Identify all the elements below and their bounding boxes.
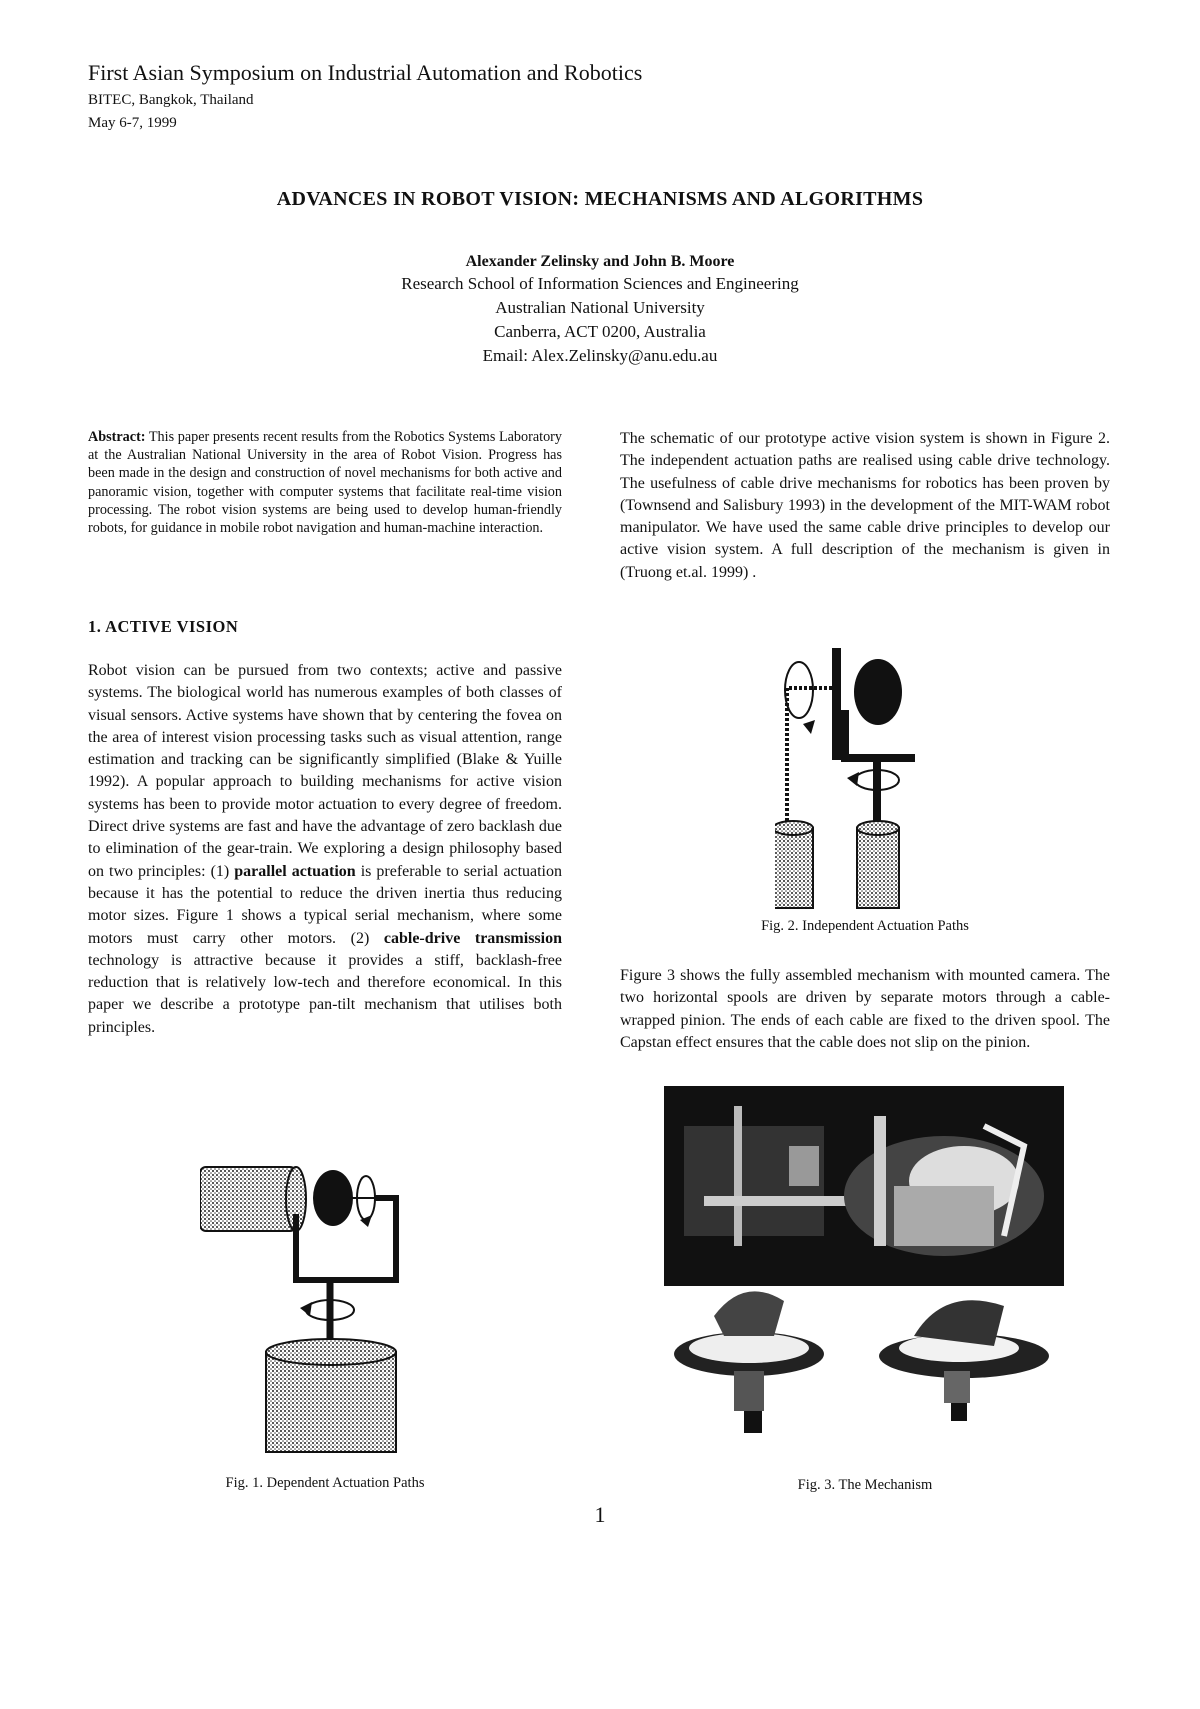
motor-cylinder-right [857, 828, 899, 908]
abstract [88, 428, 562, 537]
affiliation-school: Research School of Information Sciences and Engineering [401, 274, 799, 293]
motor-cylinder-vertical [266, 1352, 396, 1452]
body-text-1: Robot vision can be pursued from two contexts; active and passive systems. The biological world has numerous examples of both classes of visual sensors. Active systems have shown that by centering the fovea on the area of interest vision processing tasks such as visual attention, range estimation and tracking can be significantly simplified (Blake & Yuille 1992). A popular approach to building mechanisms for active vision systems has been to provide motor actuation to every degree of freedom. Direct drive systems are fast and have the advantage of zero backlash due to elimination of the gear-train. We exploring a design philosophy based on two principles: (1) [88, 662, 562, 880]
body-bold-1: parallel actuation [234, 862, 356, 880]
paper-authors: Alexander Zelinsky and John B. Moore [465, 253, 735, 270]
mechanism-photo-left [674, 1291, 824, 1433]
motor-cylinder-left [775, 828, 813, 908]
conference-date: May 6-7, 1999 [88, 115, 177, 131]
section-heading: 1. ACTIVE VISION [88, 617, 239, 636]
figure-2-diagram [775, 648, 940, 910]
affiliation-city: Canberra, ACT 0200, Australia [494, 322, 706, 341]
right-paragraph-2: Figure 3 shows the fully assembled mechanism with mounted camera. The two horizontal spools are driven by separate motors through a cable-wrapped pinion. The ends of each cable are fixed to the driven spool. The Capstan effect ensures that the cable does not slip on the pinion. [620, 967, 1110, 1051]
figure-3-photo [664, 1086, 1064, 1448]
paper-title: ADVANCES IN ROBOT VISION: MECHANISMS AND ALGORITHMS [276, 188, 924, 210]
abstract-label: Abstract: [88, 429, 146, 445]
page-number: 1 [594, 1502, 606, 1527]
right-paragraph-1: The schematic of our prototype active vision system is shown in Figure 2. The independent actuation paths are realised using cable drive technology. The usefulness of cable drive mechanisms for robotics has been proven by (Townsend and Salisbury 1993) in the development of the MIT-WAM robot manipulator. We have used the same cable drive principles to develop our active vision system. A full description of the mechanism is given in (Truong et.al. 1999) . [620, 430, 1110, 581]
body-paragraph [88, 660, 562, 1039]
motor-cylinder-horizontal [200, 1167, 296, 1231]
abstract-text: This paper presents recent results from the Robotics Systems Laboratory at the Australian National University in the area of Robot Vision. Progress has been made in the design and construction of novel mechanisms for both active and panoramic vision, together with computer systems that facilitate real-time vision processing. The robot vision systems are being used to develop human-friendly robots, for guidance in mobile robot navigation and human-machine interaction. [88, 429, 562, 537]
conference-venue: BITEC, Bangkok, Thailand [88, 92, 254, 108]
figure-1-diagram [200, 1162, 440, 1462]
figure-3-caption: Fig. 3. The Mechanism [797, 1477, 933, 1493]
body-bold-2: cable-drive transmission [383, 929, 562, 947]
mechanism-photo-right [879, 1300, 1049, 1421]
conference-name: First Asian Symposium on Industrial Automation and Robotics [88, 60, 643, 85]
body-text-3: technology is attractive because it provides a stiff, backlash-free reduction that is relatively low-tech and therefore economical. In this paper we describe a prototype pan-tilt mechanism that utilises both principles. [88, 951, 562, 1036]
figure-1-caption: Fig. 1. Dependent Actuation Paths [225, 1475, 425, 1491]
section-body [88, 660, 562, 1039]
figure-2-caption: Fig. 2. Independent Actuation Paths [761, 918, 969, 934]
camera-body [313, 1170, 353, 1226]
affiliation-email: Email: Alex.Zelinsky@anu.edu.au [482, 346, 718, 365]
body-text-2: is preferable to serial actuation because it has the potential to reduce the driven inertia thus reducing motor sizes. Figure 1 shows a typical serial mechanism, where some motors must carry other motors. (2) [88, 862, 563, 947]
affiliation-university: Australian National University [495, 298, 705, 317]
camera-body [854, 659, 902, 725]
